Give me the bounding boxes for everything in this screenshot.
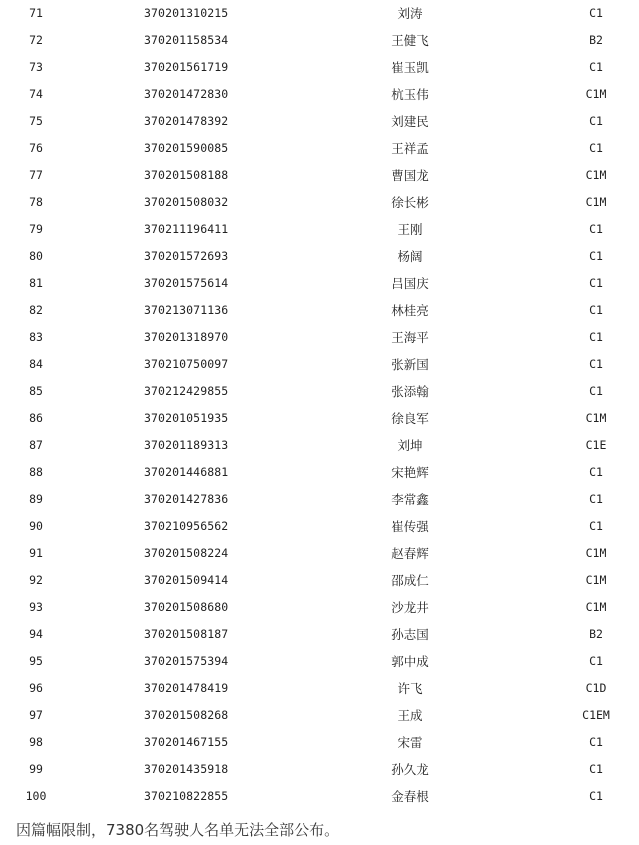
table-row: [0, 297, 639, 324]
driver-name: 赵春辉: [391, 546, 429, 561]
row-number: 91: [29, 546, 43, 560]
license-class: C1: [589, 60, 603, 74]
row-number: 85: [29, 384, 43, 398]
license-class: C1: [589, 114, 603, 128]
table-row: [0, 189, 639, 216]
driver-name: 宋艳辉: [391, 465, 429, 480]
table-row: [0, 729, 639, 756]
table-row: [0, 675, 639, 702]
driver-name: 王成: [397, 708, 423, 723]
driver-name: 刘坤: [397, 438, 423, 453]
license-number: 370211196411: [144, 222, 229, 236]
license-class: C1: [589, 141, 603, 155]
license-class: C1E: [585, 438, 607, 452]
driver-name: 吕国庆: [391, 276, 429, 291]
table-row: [0, 0, 639, 27]
driver-name: 李常鑫: [391, 492, 429, 507]
row-number: 94: [29, 627, 43, 641]
license-class: C1D: [585, 681, 607, 695]
table-row: [0, 54, 639, 81]
license-class: C1: [589, 789, 603, 803]
license-number: 370210750097: [144, 357, 229, 371]
driver-name: 林桂亮: [391, 303, 429, 318]
license-number: 370201508680: [144, 600, 229, 614]
table-row: [0, 270, 639, 297]
row-number: 84: [29, 357, 43, 371]
license-class: C1M: [585, 573, 607, 587]
license-number: 370201508187: [144, 627, 229, 641]
row-number: 95: [29, 654, 43, 668]
license-class: C1: [589, 735, 603, 749]
driver-name: 金春根: [391, 789, 429, 804]
row-number: 73: [29, 60, 43, 74]
license-number: 370201478419: [144, 681, 229, 695]
row-number: 90: [29, 519, 43, 533]
license-class: C1: [589, 519, 603, 533]
row-number: 83: [29, 330, 43, 344]
license-number: 370201575614: [144, 276, 229, 290]
row-number: 72: [29, 33, 43, 47]
license-number: 370201508268: [144, 708, 229, 722]
row-number: 81: [29, 276, 43, 290]
table-row: [0, 324, 639, 351]
footer-note: 因篇幅限制，7380名驾驶人名单无法全部公布。: [16, 821, 340, 839]
row-number: 74: [29, 87, 43, 101]
license-class: C1: [589, 303, 603, 317]
license-number: 370201158534: [144, 33, 229, 47]
table-row: [0, 135, 639, 162]
driver-name: 刘涛: [397, 6, 423, 21]
license-number: 370201467155: [144, 735, 229, 749]
driver-name: 崔玉凯: [391, 60, 429, 75]
row-number: 76: [29, 141, 43, 155]
row-number: 71: [29, 6, 43, 20]
driver-name: 郭中成: [391, 654, 429, 669]
table-row: [0, 459, 639, 486]
license-number: 370201051935: [144, 411, 229, 425]
driver-name: 杭玉伟: [391, 87, 429, 102]
table-row: [0, 351, 639, 378]
license-class: C1: [589, 762, 603, 776]
driver-name: 沙龙井: [391, 600, 429, 615]
license-number: 370210822855: [144, 789, 229, 803]
driver-name: 许飞: [397, 681, 423, 696]
table-row: [0, 405, 639, 432]
license-class: C1: [589, 654, 603, 668]
driver-name: 张新国: [391, 357, 429, 372]
table-row: [0, 702, 639, 729]
row-number: 98: [29, 735, 43, 749]
license-number: 370201508224: [144, 546, 229, 560]
license-number: 370201575394: [144, 654, 229, 668]
table-row: [0, 486, 639, 513]
table-row: [0, 648, 639, 675]
driver-name: 王祥孟: [391, 141, 429, 156]
table-row: [0, 162, 639, 189]
table-row: [0, 108, 639, 135]
license-number: 370201508032: [144, 195, 229, 209]
license-class: C1M: [585, 195, 607, 209]
driver-name: 邵成仁: [391, 573, 429, 588]
license-class: B2: [589, 627, 603, 641]
license-class: C1: [589, 357, 603, 371]
driver-name: 孙久龙: [391, 762, 429, 777]
row-number: 96: [29, 681, 43, 695]
row-number: 97: [29, 708, 43, 722]
row-number: 80: [29, 249, 43, 263]
license-number: 370201472830: [144, 87, 229, 101]
license-number: 370201590085: [144, 141, 229, 155]
license-number: 370201561719: [144, 60, 229, 74]
table-row: [0, 567, 639, 594]
row-number: 89: [29, 492, 43, 506]
license-number: 370201427836: [144, 492, 229, 506]
license-number: 370201509414: [144, 573, 229, 587]
license-class: C1M: [585, 600, 607, 614]
driver-name: 王海平: [391, 330, 429, 345]
table-row: [0, 243, 639, 270]
row-number: 99: [29, 762, 43, 776]
table-row: [0, 378, 639, 405]
license-class: C1M: [585, 411, 607, 425]
license-class: C1EM: [582, 708, 610, 722]
driver-name: 王刚: [397, 222, 423, 237]
row-number: 86: [29, 411, 43, 425]
driver-name: 杨阔: [397, 249, 423, 264]
driver-name: 孙志国: [391, 627, 429, 642]
row-number: 92: [29, 573, 43, 587]
license-class: C1: [589, 222, 603, 236]
license-number: 370212429855: [144, 384, 229, 398]
table-row: [0, 783, 639, 810]
license-number: 370201478392: [144, 114, 229, 128]
driver-name: 张添翰: [391, 384, 429, 399]
driver-name: 刘建民: [391, 114, 429, 129]
license-number: 370210956562: [144, 519, 229, 533]
driver-name: 徐良军: [391, 411, 429, 426]
license-class: C1M: [585, 168, 607, 182]
table-row: [0, 621, 639, 648]
license-class: C1M: [585, 87, 607, 101]
table-row: [0, 216, 639, 243]
table-row: [0, 81, 639, 108]
license-class: C1: [589, 384, 603, 398]
license-class: C1: [589, 492, 603, 506]
table-row: [0, 756, 639, 783]
table-row: [0, 513, 639, 540]
row-number: 88: [29, 465, 43, 479]
driver-name: 宋雷: [397, 735, 423, 750]
row-number: 87: [29, 438, 43, 452]
row-number: 100: [25, 789, 47, 803]
row-number: 75: [29, 114, 43, 128]
driver-name: 徐长彬: [391, 195, 429, 210]
table-row: [0, 432, 639, 459]
row-number: 77: [29, 168, 43, 182]
license-number: 370201318970: [144, 330, 229, 344]
license-class: C1: [589, 249, 603, 263]
row-number: 82: [29, 303, 43, 317]
license-number: 370201446881: [144, 465, 229, 479]
license-class: C1: [589, 465, 603, 479]
license-number: 370201435918: [144, 762, 229, 776]
table-row: [0, 540, 639, 567]
license-class: C1: [589, 6, 603, 20]
license-class: C1M: [585, 546, 607, 560]
row-number: 78: [29, 195, 43, 209]
license-number: 370213071136: [144, 303, 229, 317]
table-row: [0, 594, 639, 621]
license-class: C1: [589, 330, 603, 344]
row-number: 79: [29, 222, 43, 236]
license-number: 370201508188: [144, 168, 229, 182]
driver-name: 曹国龙: [391, 168, 429, 183]
license-number: 370201189313: [144, 438, 229, 452]
table-row: [0, 27, 639, 54]
driver-name: 崔传强: [391, 519, 429, 534]
license-number: 370201310215: [144, 6, 229, 20]
license-class: B2: [589, 33, 603, 47]
license-class: C1: [589, 276, 603, 290]
license-number: 370201572693: [144, 249, 229, 263]
driver-name: 王健飞: [391, 33, 429, 48]
row-number: 93: [29, 600, 43, 614]
